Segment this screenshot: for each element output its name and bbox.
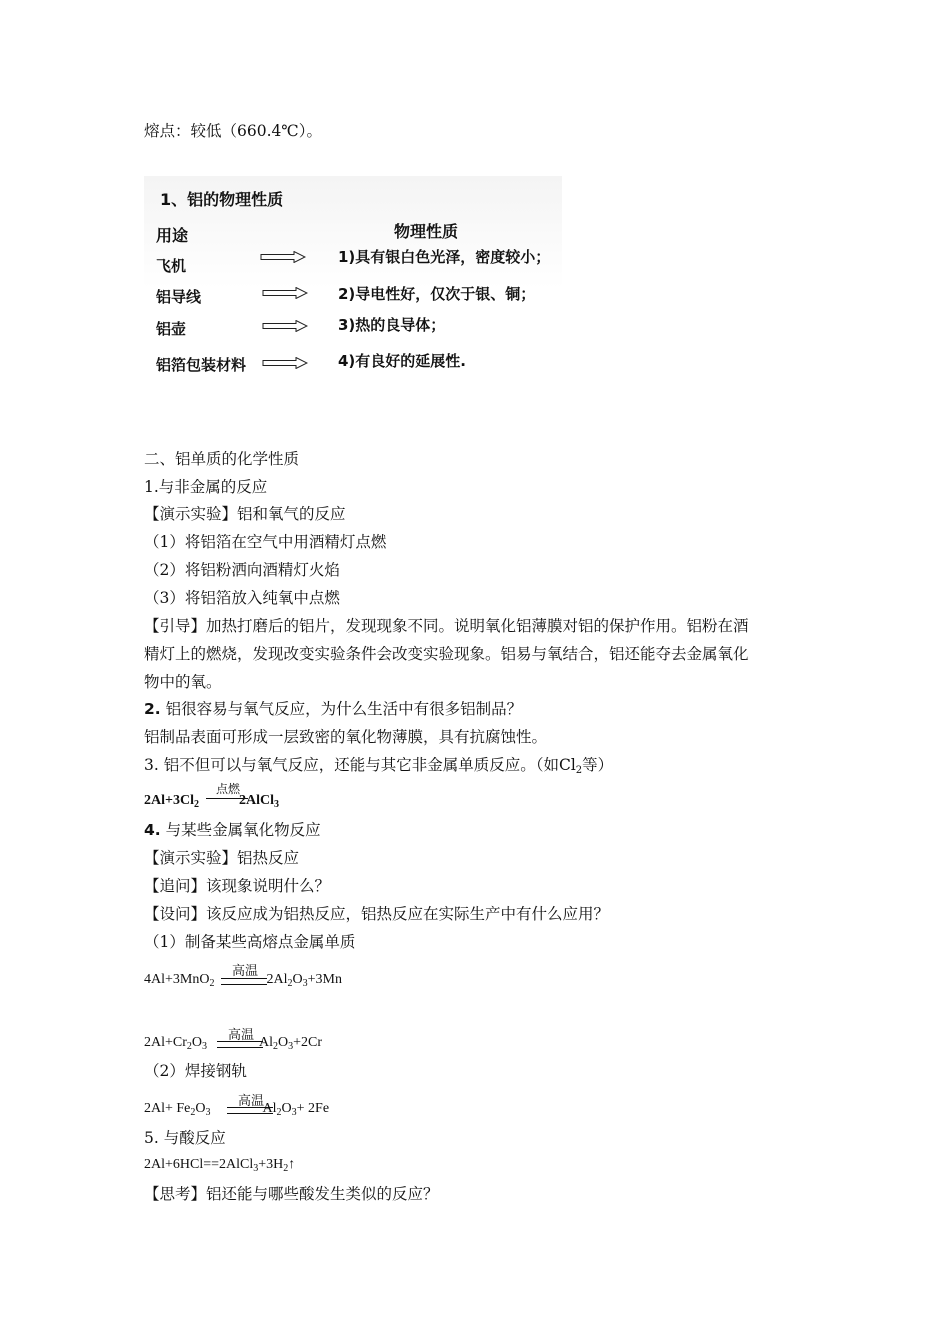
follow-up-question: 【追问】该现象说明什么？ bbox=[144, 877, 331, 895]
subsection-4: 4. 与某些金属氧化物反应 bbox=[144, 821, 321, 839]
arrow-icon bbox=[262, 287, 308, 299]
subsection-1: 1.与非金属的反应 bbox=[144, 478, 268, 496]
gas-arrow-icon: ↑ bbox=[288, 1157, 296, 1172]
use-wire: 铝导线 bbox=[156, 288, 202, 306]
experiment-1: （1）将铝箔在空气中用酒精灯点燃 bbox=[144, 533, 387, 551]
guide-line-3: 物中的氧。 bbox=[144, 673, 222, 691]
question-2-text: 铝很容易与氧气反应，为什么生活中有很多铝制品？ bbox=[165, 700, 523, 718]
condition-high-temp: 高温 bbox=[231, 964, 258, 979]
equation-chromium: $2Al+Cr_2O_3$ $Al_2O_3+2Cr$ bbox=[144, 1035, 323, 1052]
reaction-double-line bbox=[217, 1041, 263, 1048]
subsection-3: 3. 铝不但可以与氧气反应，还能与其它非金属单质反应。（如$Cl_2$等） bbox=[144, 756, 614, 776]
application-1: （1）制备某些高熔点金属单质 bbox=[144, 933, 356, 951]
guide-line-2: 精灯上的燃烧，发现改变实验条件会改变实验现象。铝易与氧结合，铝还能夺去金属氧化 bbox=[144, 645, 749, 663]
arrow-icon bbox=[262, 320, 308, 332]
condition-high-temp: 高温 bbox=[237, 1094, 264, 1109]
melting-point-text: 熔点：较低（660.4℃）。 bbox=[144, 122, 322, 140]
property-3: 3)热的良导体； bbox=[338, 316, 446, 334]
reaction-double-line bbox=[227, 1107, 273, 1114]
guide-line-1: 【引导】加热打磨后的铝片，发现现象不同。说明氧化铝薄膜对铝的保护作用。铝粉在酒 bbox=[144, 617, 749, 635]
arrow-icon bbox=[262, 357, 308, 369]
reaction-line bbox=[206, 798, 248, 799]
condition-high-temp: 高温 bbox=[227, 1028, 254, 1043]
property-2: 2)导电性好，仅次于银、铜； bbox=[338, 285, 536, 303]
arrow-icon bbox=[260, 251, 306, 263]
equation-iron: $2Al+ Fe_2O_3$ $Al_2O_3+ 2Fe$ bbox=[144, 1101, 330, 1118]
property-1: 1)具有银白色光泽，密度较小； bbox=[338, 248, 551, 266]
subsection-5: 5. 与酸反应 bbox=[144, 1129, 226, 1147]
condition-ignite: 点燃 bbox=[215, 782, 240, 796]
equation-chlorine: $2Al+3Cl_2$ 2AlCl$_3$ bbox=[144, 793, 279, 810]
application-2: （2）焊接钢轨 bbox=[144, 1062, 247, 1080]
question-2-number: 2. bbox=[144, 700, 161, 718]
use-foil: 铝箔包装材料 bbox=[156, 356, 247, 374]
experiment-3: （3）将铝箔放入纯氧中点燃 bbox=[144, 589, 340, 607]
figure-title: 1、铝的物理性质 bbox=[160, 190, 284, 209]
demo-oxygen: 【演示实验】铝和氧气的反应 bbox=[144, 505, 346, 523]
equation-manganese: 4Al+3MnO$_2$ $2Al_2O_3+3Mn$ bbox=[144, 972, 342, 989]
answer-2: 铝制品表面可形成一层致密的氧化物薄膜，具有抗腐蚀性。 bbox=[144, 728, 548, 746]
figure-col-uses: 用途 bbox=[156, 226, 189, 245]
equation-acid: $2Al+6HCl==2AlCl_3+3H_2↑$ bbox=[144, 1157, 296, 1174]
section-heading: 二、铝单质的化学性质 bbox=[144, 450, 300, 468]
physical-properties-figure bbox=[144, 176, 562, 382]
use-kettle: 铝壶 bbox=[156, 320, 187, 338]
set-question: 【设问】该反应成为铝热反应，铝热反应在实际生产中有什么应用？ bbox=[144, 905, 610, 923]
experiment-2: （2）将铝粉洒向酒精灯火焰 bbox=[144, 561, 340, 579]
question-2 bbox=[144, 699, 522, 719]
think-question: 【思考】铝还能与哪些酸发生类似的反应？ bbox=[144, 1185, 439, 1203]
demo-thermite: 【演示实验】铝热反应 bbox=[144, 849, 300, 867]
property-4: 4)有良好的延展性. bbox=[338, 352, 466, 370]
use-airplane: 飞机 bbox=[156, 257, 187, 275]
reaction-double-line bbox=[221, 978, 267, 985]
figure-col-properties: 物理性质 bbox=[394, 222, 459, 241]
